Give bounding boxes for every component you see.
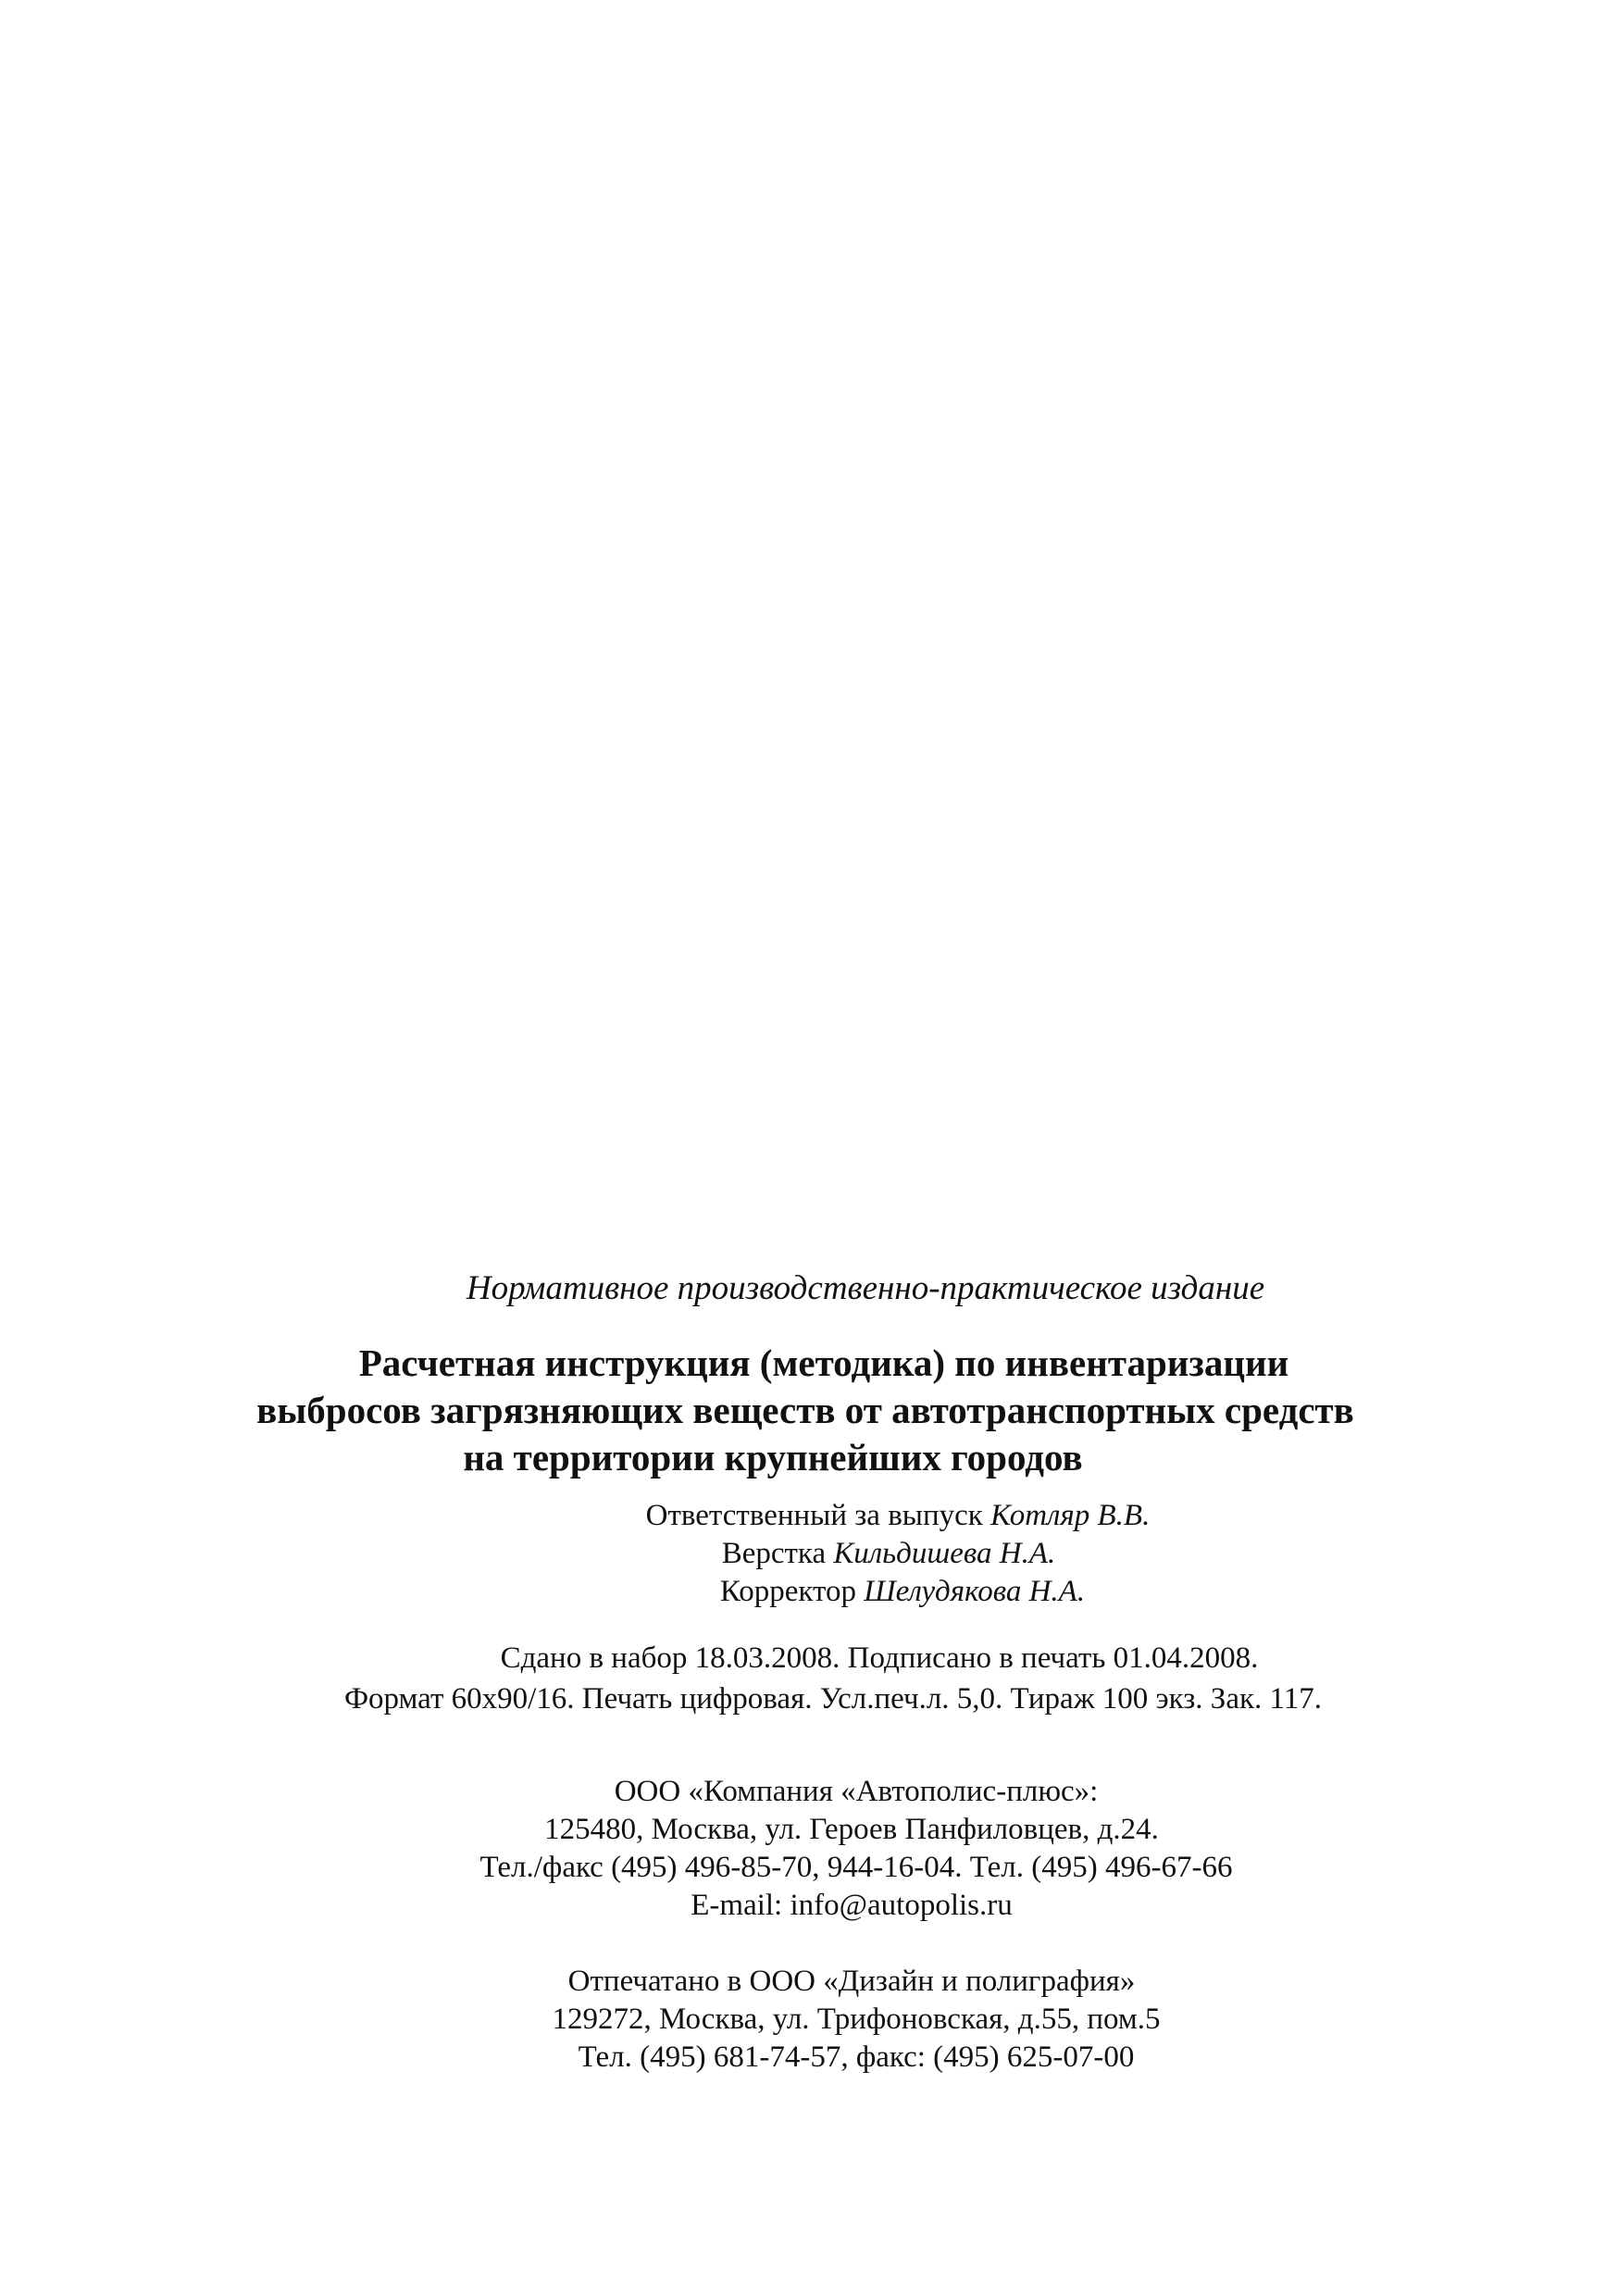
publisher-email: E-mail: info@autopolis.ru — [691, 1889, 1013, 1922]
book-title — [185, 1340, 1425, 1481]
credit-responsible — [370, 1497, 1425, 1535]
credit-name: Кильдишева Н.А. — [833, 1537, 1056, 1570]
printer-address: 129272, Москва, ул. Трифоновская, д.55, пом.5 — [552, 2003, 1161, 2036]
printer-name: Отпечатано в ООО «Дизайн и полиграфия» — [567, 1965, 1136, 1998]
publisher-name: ООО «Компания «Автополис-плюс»: — [614, 1775, 1099, 1808]
credit-name: Шелудякова Н.А. — [864, 1575, 1086, 1608]
publisher-phones: Тел./факс (495) 496-85-70, 944-16-04. Тел. (495) 496-67-66 — [479, 1851, 1233, 1884]
title-line-2: выбросов загрязняющих веществ от автотранспортных средств — [256, 1389, 1354, 1431]
print-format: Формат 60х90/16. Печать цифровая. Усл.печ.л. 5,0. Тираж 100 экз. Зак. 117. — [343, 1682, 1323, 1716]
title-line-1: Расчетная инструкция (методика) по инвентаризации — [358, 1341, 1289, 1384]
credit-name: Котляр В.В. — [990, 1499, 1151, 1532]
publisher-info — [185, 1773, 1425, 1925]
credit-role: Корректор — [719, 1575, 857, 1608]
edition-type: Нормативное производственно-практическое издание — [466, 1269, 1265, 1307]
credit-role: Ответственный за выпуск — [645, 1499, 983, 1532]
printer-info — [185, 1963, 1425, 2077]
imprint-block — [185, 1268, 1425, 2077]
print-info — [185, 1638, 1425, 1719]
credit-proofreader — [380, 1573, 1425, 1611]
title-line-3: на территории крупнейших городов — [463, 1436, 1083, 1479]
publisher-address: 125480, Москва, ул. Героев Панфиловцев, д.24. — [544, 1813, 1159, 1846]
printer-phones: Тел. (495) 681-74-57, факс: (495) 625-07-00 — [578, 2040, 1135, 2074]
credit-layout — [352, 1535, 1425, 1573]
credits — [185, 1497, 1425, 1611]
credit-role: Верстка — [721, 1537, 827, 1570]
print-dates: Сдано в набор 18.03.2008. Подписано в печать 01.04.2008. — [500, 1641, 1259, 1675]
